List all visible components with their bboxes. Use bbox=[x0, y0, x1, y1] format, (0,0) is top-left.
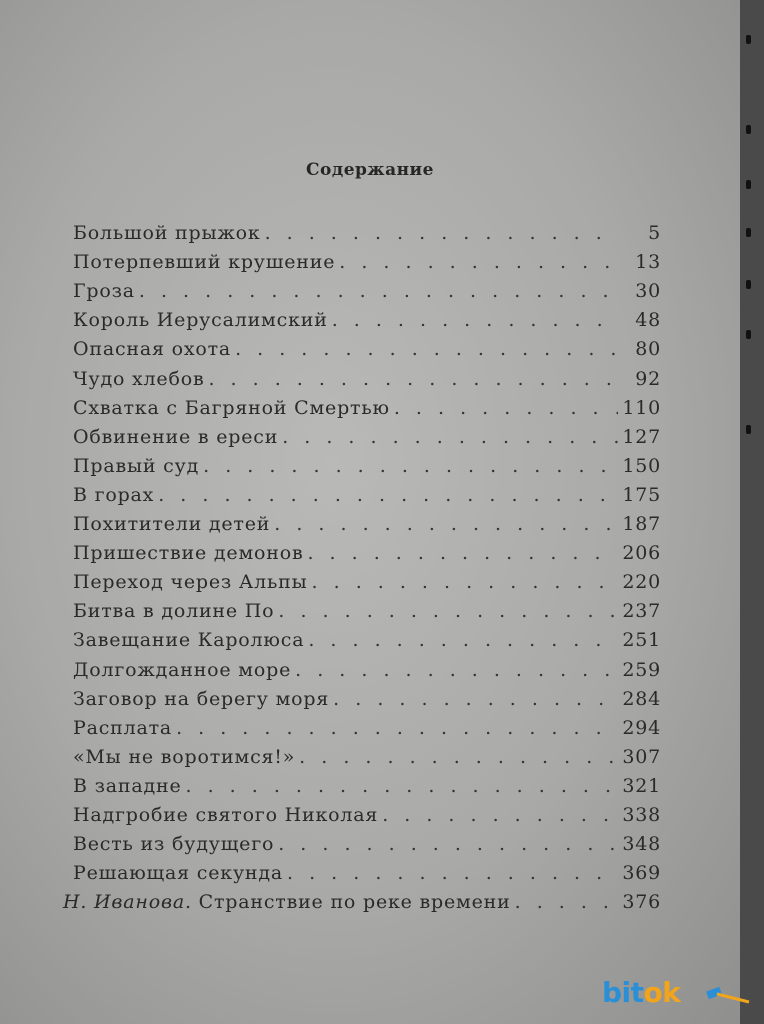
toc-entry-page: 150 bbox=[622, 454, 661, 477]
toc-entry-title: Надгробие святого Николая bbox=[73, 803, 379, 826]
toc-entry bbox=[73, 244, 661, 273]
toc-entry-title: Расплата bbox=[73, 716, 173, 739]
toc-entry-page: 220 bbox=[622, 571, 661, 594]
toc-entry-page: 127 bbox=[622, 425, 661, 448]
toc-entry-page: 13 bbox=[635, 251, 661, 274]
dot-leader bbox=[287, 862, 618, 884]
binding-hole bbox=[746, 180, 751, 189]
dot-leader bbox=[282, 426, 618, 448]
watermark-text-1: bit bbox=[602, 976, 644, 1009]
toc-entry bbox=[73, 622, 661, 651]
toc-entry bbox=[73, 593, 661, 622]
binding-hole bbox=[746, 425, 751, 434]
dot-leader bbox=[208, 368, 619, 390]
toc-entry-title bbox=[63, 891, 511, 913]
toc-entry-page: 110 bbox=[622, 396, 661, 419]
toc-entry-title: Правый суд bbox=[73, 454, 200, 477]
toc-entry-title: Гроза bbox=[73, 280, 135, 303]
toc-entry-page: 80 bbox=[635, 338, 661, 361]
toc-entry bbox=[73, 448, 661, 477]
toc-entry-page: 338 bbox=[622, 803, 661, 826]
dot-leader bbox=[299, 746, 618, 768]
dot-leader bbox=[278, 600, 618, 622]
toc-entry-page: 175 bbox=[622, 483, 661, 506]
dot-leader bbox=[515, 891, 619, 913]
dot-leader bbox=[339, 251, 619, 273]
toc-entry-title: Пришествие демонов bbox=[73, 542, 304, 565]
dot-leader bbox=[186, 775, 619, 797]
toc-entry-title: Переход через Альпы bbox=[73, 571, 308, 594]
binding-hole bbox=[746, 35, 751, 44]
toc-entry-page: 187 bbox=[622, 513, 661, 536]
toc-entry bbox=[73, 826, 661, 855]
toc-entry-title: В горах bbox=[73, 483, 155, 506]
page-title: Содержание bbox=[306, 160, 434, 180]
toc-entry bbox=[73, 302, 661, 331]
dot-leader bbox=[139, 280, 619, 302]
toc-entry-page: 348 bbox=[622, 833, 661, 856]
toc-entry-page: 92 bbox=[635, 367, 661, 390]
dot-leader bbox=[295, 659, 618, 681]
watermark-logo bbox=[602, 976, 680, 1009]
toc-entry bbox=[73, 681, 661, 710]
dot-leader bbox=[203, 455, 618, 477]
toc-entry-title: Битва в долине По bbox=[73, 600, 275, 623]
dot-leader bbox=[307, 542, 618, 564]
afterword-title: Странствие по реке времени bbox=[198, 891, 511, 914]
toc-entry-title: Похитители детей bbox=[73, 513, 271, 536]
toc-entry bbox=[73, 273, 661, 302]
toc-entry-page: 251 bbox=[622, 629, 661, 652]
toc-entry-title: Завещание Каролюса bbox=[73, 629, 305, 652]
toc-entry-page: 376 bbox=[622, 891, 661, 914]
toc-entry bbox=[73, 331, 661, 360]
toc-entry bbox=[73, 710, 661, 739]
toc-entry-page: 48 bbox=[635, 309, 661, 332]
toc-entry bbox=[73, 390, 661, 419]
dot-leader bbox=[235, 338, 619, 360]
toc-entry bbox=[73, 506, 661, 535]
toc-entry-page: 206 bbox=[622, 542, 661, 565]
binding-hole bbox=[746, 280, 751, 289]
toc-entry-title: Долгожданное море bbox=[73, 658, 292, 681]
dot-leader bbox=[394, 397, 618, 419]
toc-entry bbox=[73, 419, 661, 448]
toc-entry-title: Схватка с Багряной Смертью bbox=[73, 396, 390, 419]
toc-entry-page: 284 bbox=[622, 687, 661, 710]
watermark-text-2: ok bbox=[643, 976, 681, 1009]
toc-entry-afterword bbox=[63, 884, 661, 913]
page-edge bbox=[740, 0, 764, 1024]
dot-leader bbox=[158, 484, 618, 506]
toc-entry bbox=[73, 855, 661, 884]
binding-hole bbox=[746, 330, 751, 339]
toc-entry bbox=[73, 360, 661, 389]
toc-entry-page: 369 bbox=[622, 862, 661, 885]
toc-entry bbox=[73, 477, 661, 506]
toc-entry bbox=[73, 739, 661, 768]
toc-entry bbox=[73, 797, 661, 826]
toc-entry-page: 5 bbox=[648, 222, 661, 245]
toc-entry-page: 294 bbox=[622, 716, 661, 739]
toc-entry bbox=[73, 651, 661, 680]
binding-hole bbox=[746, 125, 751, 134]
dot-leader bbox=[308, 629, 618, 651]
toc-entry-title: Большой прыжок bbox=[73, 222, 261, 245]
toc-entry-page: 30 bbox=[635, 280, 661, 303]
binding-hole bbox=[746, 228, 751, 237]
dot-leader bbox=[312, 571, 619, 593]
toc-entry-title: Заговор на берегу моря bbox=[73, 687, 330, 710]
gavel-icon bbox=[705, 985, 753, 1005]
dot-leader bbox=[333, 688, 618, 710]
table-of-contents bbox=[63, 215, 661, 914]
toc-entry-page: 259 bbox=[622, 658, 661, 681]
toc-entry bbox=[73, 535, 661, 564]
toc-entry bbox=[73, 215, 661, 244]
toc-entry-page: 307 bbox=[622, 745, 661, 768]
toc-entry-title: Король Иерусалимский bbox=[73, 309, 328, 332]
toc-entry-title: «Мы не воротимся!» bbox=[73, 745, 296, 768]
dot-leader bbox=[274, 513, 618, 535]
toc-entry-title: Чудо хлебов bbox=[73, 367, 205, 390]
toc-entry bbox=[73, 768, 661, 797]
dot-leader bbox=[382, 804, 618, 826]
toc-entry-title: Весть из будущего bbox=[73, 833, 275, 856]
dot-leader bbox=[278, 833, 618, 855]
afterword-author: Н. Иванова. bbox=[63, 891, 192, 914]
dot-leader bbox=[176, 717, 618, 739]
toc-entry-page: 237 bbox=[622, 600, 661, 623]
dot-leader bbox=[332, 309, 619, 331]
toc-entry-page: 321 bbox=[622, 774, 661, 797]
toc-entry-title: В западне bbox=[73, 774, 182, 797]
toc-entry-title: Потерпевший крушение bbox=[73, 251, 336, 274]
dot-leader bbox=[265, 222, 619, 244]
toc-entry-title: Обвинение в ереси bbox=[73, 425, 279, 448]
toc-entry bbox=[73, 564, 661, 593]
toc-entry-title: Решающая секунда bbox=[73, 862, 284, 885]
toc-entry-title: Опасная охота bbox=[73, 338, 232, 361]
